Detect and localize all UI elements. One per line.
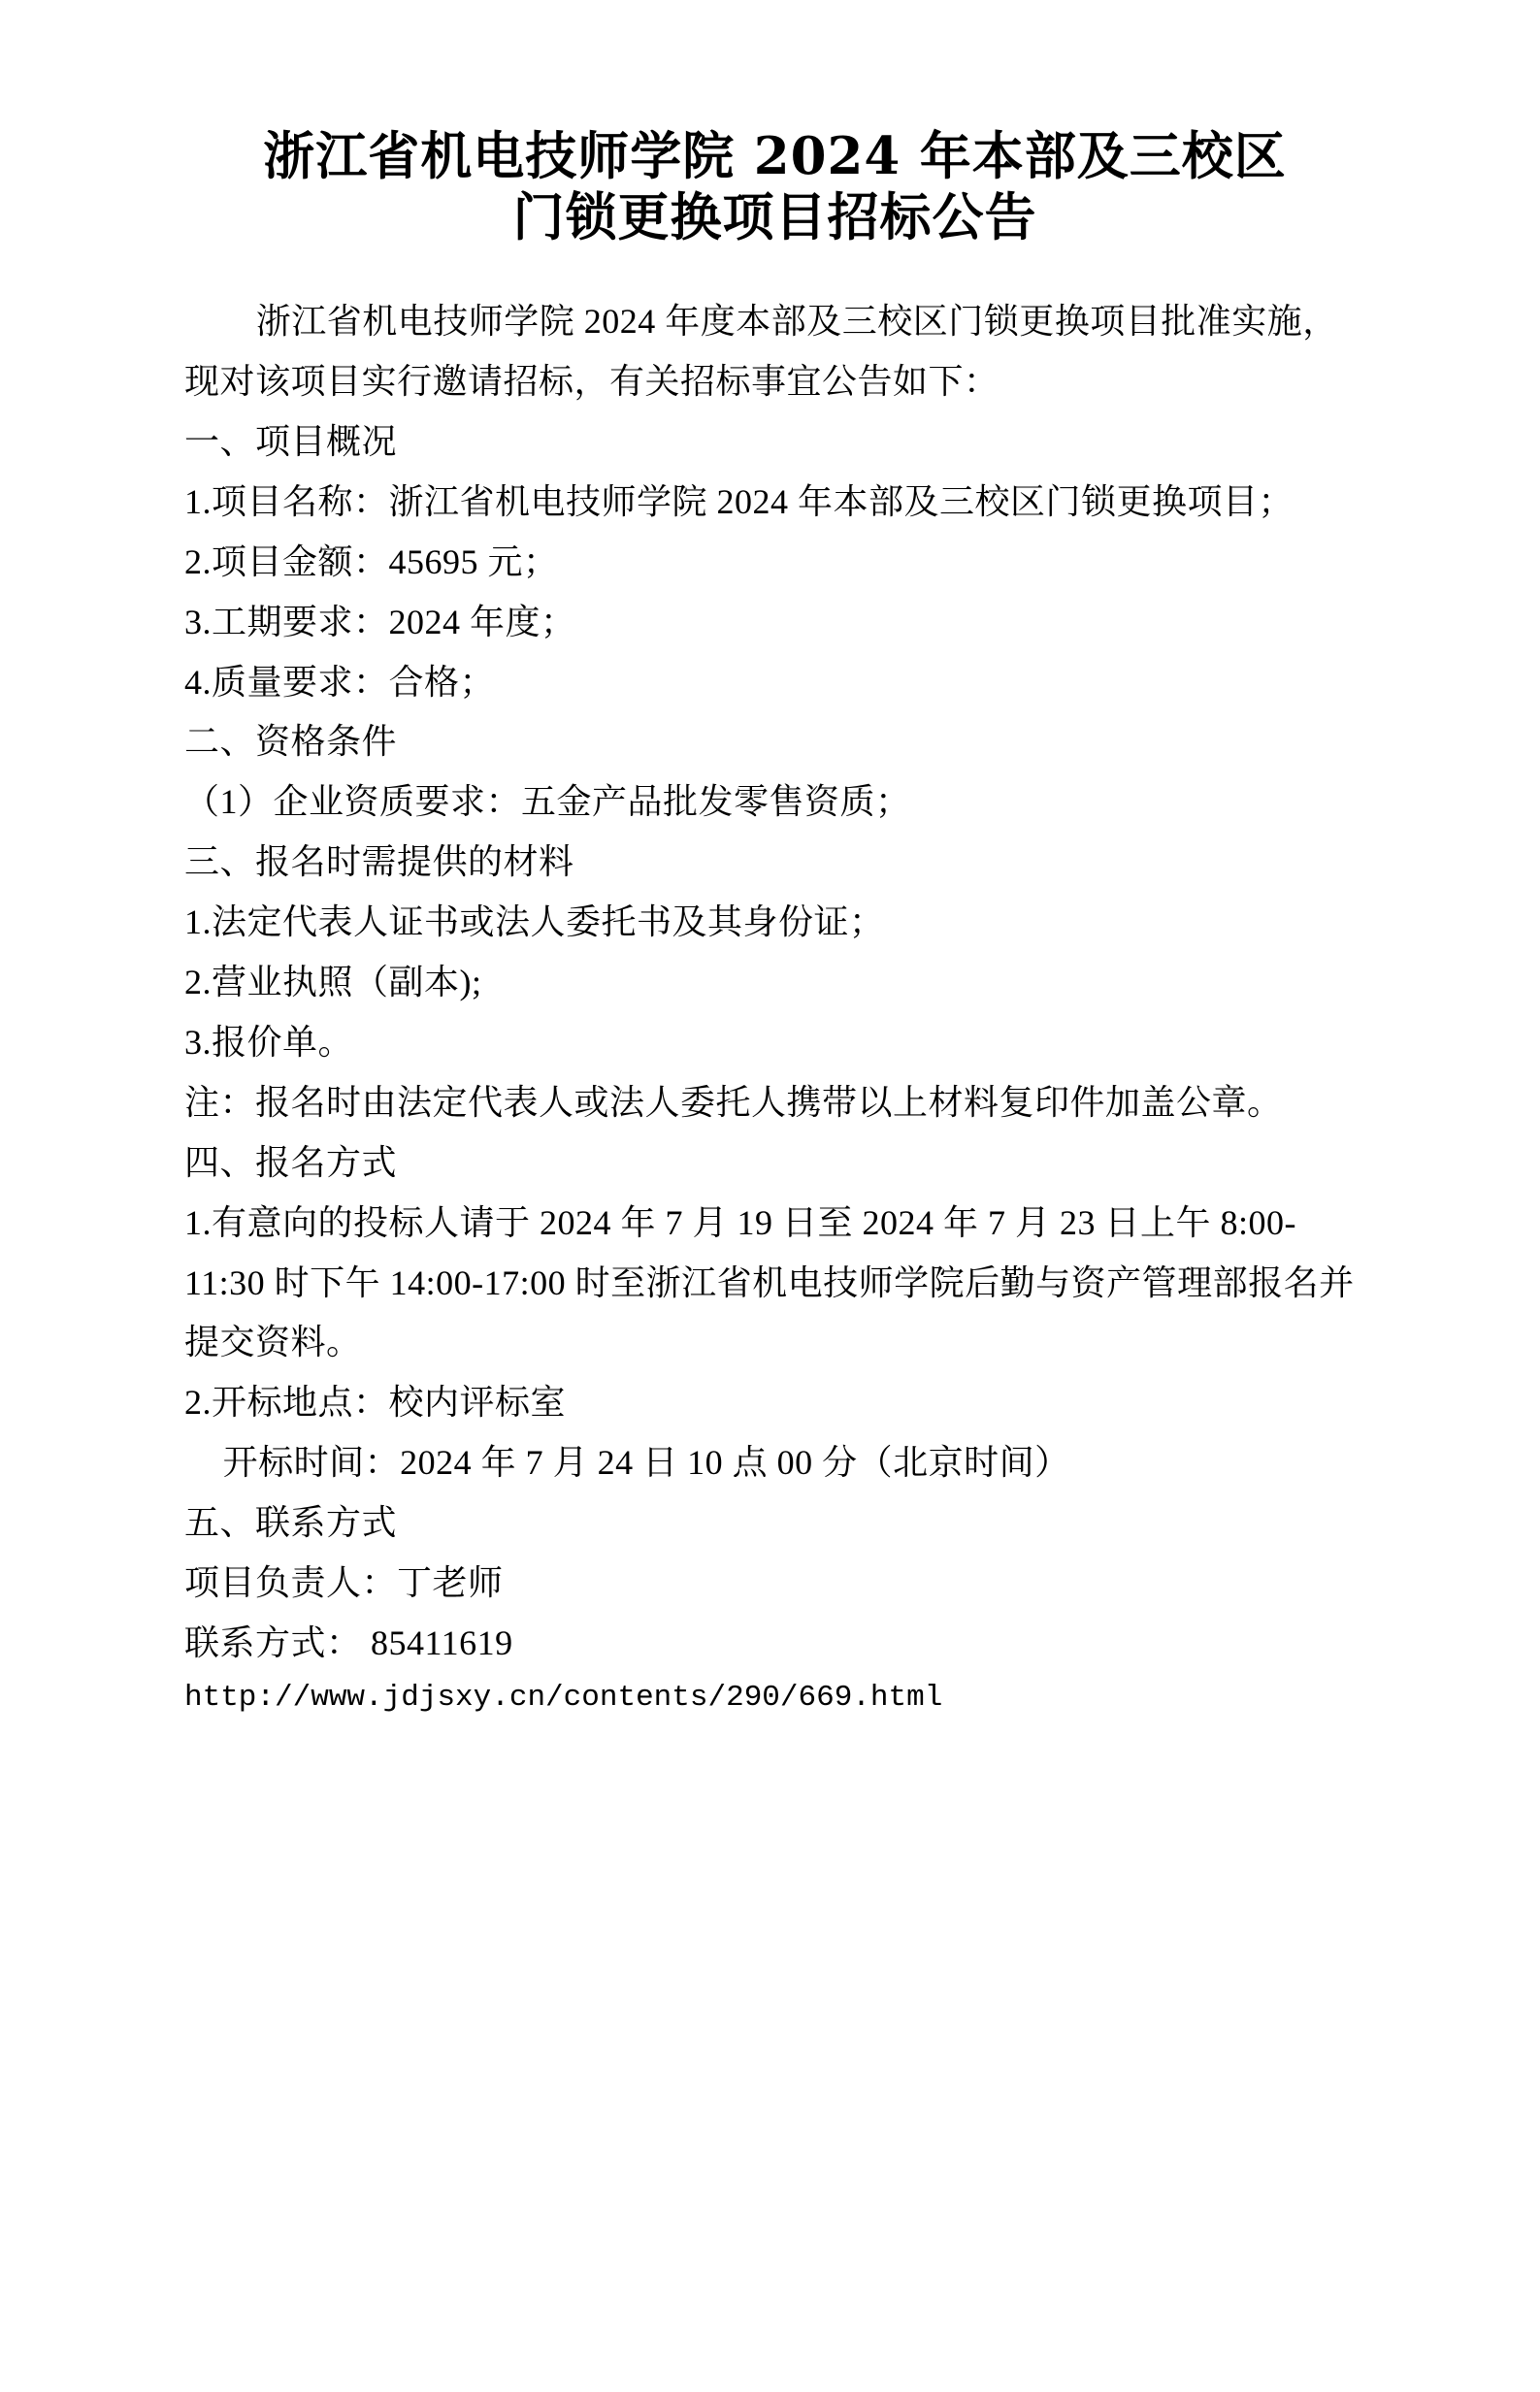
- section-4-item-3: 开标时间：2024 年 7 月 24 日 10 点 00 分（北京时间）: [222, 1443, 1070, 1483]
- section-4-item-1: 1.有意向的投标人请于 2024 年 7 月 19 日至 2024 年 7 月 23 日上午 8:00- 11:30 时下午 14:00-17:00 时至浙江省机电技师学院后勤与资产管理部报名并提交资料。: [184, 1202, 1355, 1362]
- section-5-item-1: 项目负责人：丁老师: [184, 1563, 504, 1603]
- section-2-item-1: （1）企业资质要求：五金产品批发零售资质；: [184, 782, 911, 822]
- section-heading-3: 三、报名时需提供的材料: [184, 842, 574, 882]
- announcement-url[interactable]: http://www.jdjsxy.cn/contents/290/669.html: [184, 1680, 943, 1715]
- title-line-1: 浙江省机电技师学院 2024 年本部及三校区: [263, 126, 1287, 186]
- document-body: [184, 292, 1365, 1720]
- section-heading-5: 五、联系方式: [184, 1503, 398, 1543]
- section-3-item-1: 1.法定代表人证书或法人委托书及其身份证；: [184, 902, 885, 942]
- section-heading-1: 一、项目概况: [184, 421, 398, 461]
- section-5-item-2: 联系方式： 85411619: [184, 1623, 513, 1662]
- section-heading-2: 二、资格条件: [184, 722, 398, 762]
- section-3-note: 注：报名时由法定代表人或法人委托人携带以上材料复印件加盖公章。: [184, 1082, 1283, 1122]
- title-line-2: 门锁更换项目招标公告: [512, 186, 1037, 247]
- section-1-item-4: 4.质量要求：合格；: [184, 662, 496, 702]
- section-1-item-2: 2.项目金额：45695 元；: [184, 541, 559, 581]
- section-1-item-1: 1.项目名称：浙江省机电技师学院 2024 年本部及三校区门锁更换项目；: [184, 481, 1294, 521]
- section-3-item-3: 3.报价单。: [184, 1022, 354, 1062]
- section-4-item-2: 2.开标地点：校内评标室: [184, 1383, 567, 1423]
- page-title: [184, 126, 1365, 247]
- section-heading-4: 四、报名方式: [184, 1142, 398, 1182]
- section-1-item-3: 3.工期要求：2024 年度；: [184, 602, 576, 641]
- intro-paragraph: 浙江省机电技师学院 2024 年度本部及三校区门锁更换项目批准实施，现对该项目实行邀请招标，有关招标事宜公告如下：: [184, 302, 1338, 401]
- section-3-item-2: 2.营业执照（副本);: [184, 963, 482, 1002]
